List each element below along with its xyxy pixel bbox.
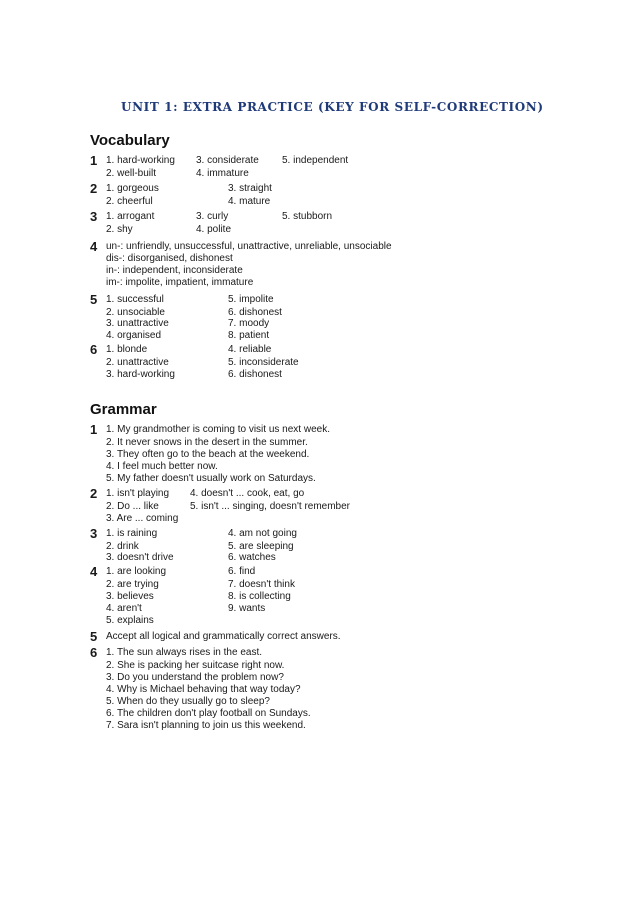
grammar-ex4-item: 7. doesn't think xyxy=(228,579,295,590)
grammar-ex2-item: 1. isn't playing xyxy=(106,488,170,499)
vocabulary-heading: Vocabulary xyxy=(90,132,170,149)
grammar-ex4-item: 6. find xyxy=(228,566,256,577)
vocab-ex3-item: 5. stubborn xyxy=(282,211,333,222)
grammar-ex4-item: 8. is collecting xyxy=(228,591,291,602)
vocab-ex6-item: 3. hard-working xyxy=(106,369,175,380)
grammar-ex1-line: 2. It never snows in the desert in the summer. xyxy=(106,437,308,448)
grammar-ex3-item: 3. doesn't drive xyxy=(106,552,174,563)
vocab-ex5-item: 5. impolite xyxy=(228,294,274,305)
vocab-ex5-item: 7. moody xyxy=(228,318,270,329)
vocab-ex2-item: 4. mature xyxy=(228,196,271,207)
vocab-ex5-item: 6. dishonest xyxy=(228,307,282,318)
grammar-ex1-number: 1 xyxy=(90,422,98,437)
grammar-ex3-item: 1. is raining xyxy=(106,528,158,539)
grammar-ex6-line: 5. When do they usually go to sleep? xyxy=(106,696,270,707)
grammar-ex4-item: 1. are looking xyxy=(106,566,167,577)
grammar-ex4-item: 3. believes xyxy=(106,591,154,602)
vocab-ex2-number: 2 xyxy=(90,181,98,196)
grammar-ex3-number: 3 xyxy=(90,526,98,541)
grammar-ex6-line: 4. Why is Michael behaving that way today? xyxy=(106,684,301,695)
vocab-ex5-item: 8. patient xyxy=(228,330,270,341)
vocab-ex6-item: 4. reliable xyxy=(228,344,272,355)
vocab-ex6-number: 6 xyxy=(90,342,98,357)
grammar-ex2-item: 2. Do ... like xyxy=(106,501,159,512)
vocab-ex4-line: im-: impolite, impatient, immature xyxy=(106,277,254,288)
vocab-ex3-item: 3. curly xyxy=(196,211,229,222)
vocab-ex1-item: 3. considerate xyxy=(196,155,259,166)
vocab-ex4-number: 4 xyxy=(90,239,98,254)
vocab-ex3-number: 3 xyxy=(90,209,98,224)
vocab-ex2-item: 3. straight xyxy=(228,183,272,194)
grammar-ex6-line: 7. Sara isn't planning to join us this weekend. xyxy=(106,720,306,731)
grammar-ex1-line: 4. I feel much better now. xyxy=(106,461,218,472)
grammar-ex4-item: 9. wants xyxy=(228,603,266,614)
vocab-ex5-number: 5 xyxy=(90,292,98,307)
page-title: UNIT 1: EXTRA PRACTICE (KEY FOR SELF-CORRECTION) xyxy=(121,100,544,114)
grammar-ex5-number: 5 xyxy=(90,629,98,644)
grammar-ex4-item: 4. aren't xyxy=(106,603,142,614)
grammar-ex6-number: 6 xyxy=(90,645,98,660)
vocab-ex4-line: un-: unfriendly, unsuccessful, unattractive, unreliable, unsociable xyxy=(106,241,392,252)
grammar-ex4-item: 5. explains xyxy=(106,615,154,626)
grammar-ex3-item: 4. am not going xyxy=(228,528,297,539)
grammar-ex1-line: 3. They often go to the beach at the weekend. xyxy=(106,449,310,460)
grammar-ex6-line: 3. Do you understand the problem now? xyxy=(106,672,284,683)
vocab-ex5-item: 1. successful xyxy=(106,294,164,305)
grammar-ex6-line: 2. She is packing her suitcase right now. xyxy=(106,660,285,671)
grammar-ex2-item: 5. isn't ... singing, doesn't remember xyxy=(190,501,351,512)
grammar-ex5-text: Accept all logical and grammatically correct answers. xyxy=(106,631,341,642)
vocab-ex5-item: 2. unsociable xyxy=(106,307,165,318)
vocab-ex2-item: 2. cheerful xyxy=(106,196,153,207)
vocab-ex6-item: 2. unattractive xyxy=(106,357,169,368)
vocab-ex1-item: 4. immature xyxy=(196,168,249,179)
vocab-ex5-item: 4. organised xyxy=(106,330,162,341)
vocab-ex4-line: in-: independent, inconsiderate xyxy=(106,265,243,276)
grammar-ex3-item: 2. drink xyxy=(106,541,139,552)
grammar-ex6-line: 1. The sun always rises in the east. xyxy=(106,647,263,658)
vocab-ex1-number: 1 xyxy=(90,153,98,168)
vocab-ex3-item: 4. polite xyxy=(196,224,232,235)
vocab-ex1-item: 1. hard-working xyxy=(106,155,175,166)
grammar-ex4-number: 4 xyxy=(90,564,98,579)
vocab-ex1-item: 5. independent xyxy=(282,155,349,166)
grammar-ex3-item: 5. are sleeping xyxy=(228,541,294,552)
vocab-ex3-item: 2. shy xyxy=(106,224,133,235)
vocab-ex6-item: 1. blonde xyxy=(106,344,148,355)
grammar-ex6-line: 6. The children don't play football on Sundays. xyxy=(106,708,311,719)
vocab-ex4-line: dis-: disorganised, dishonest xyxy=(106,253,233,264)
vocab-ex1-item: 2. well-built xyxy=(106,168,157,179)
grammar-ex3-item: 6. watches xyxy=(228,552,276,563)
vocab-ex6-item: 6. dishonest xyxy=(228,369,282,380)
grammar-ex2-item: 3. Are ... coming xyxy=(106,513,179,524)
grammar-ex1-line: 1. My grandmother is coming to visit us next week. xyxy=(106,424,330,435)
vocab-ex3-item: 1. arrogant xyxy=(106,211,155,222)
grammar-ex1-line: 5. My father doesn't usually work on Saturdays. xyxy=(106,473,316,484)
vocab-ex5-item: 3. unattractive xyxy=(106,318,169,329)
grammar-ex2-item: 4. doesn't ... cook, eat, go xyxy=(190,488,305,499)
grammar-heading: Grammar xyxy=(90,401,157,418)
vocab-ex6-item: 5. inconsiderate xyxy=(228,357,299,368)
vocab-ex2-item: 1. gorgeous xyxy=(106,183,159,194)
grammar-ex2-number: 2 xyxy=(90,486,98,501)
grammar-ex4-item: 2. are trying xyxy=(106,579,159,590)
